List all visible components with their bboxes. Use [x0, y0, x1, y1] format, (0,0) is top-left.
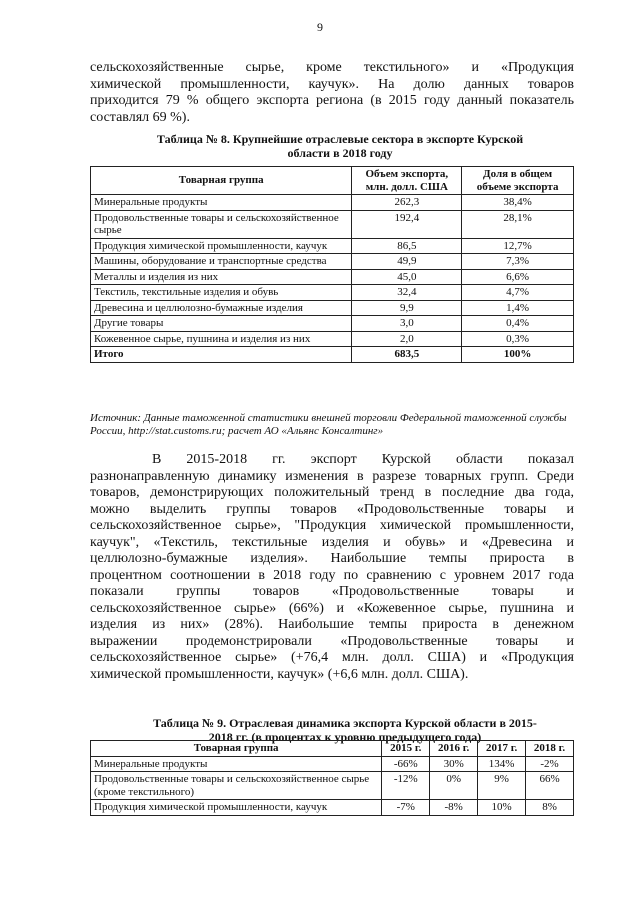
table9-value: -66% [382, 756, 430, 772]
table9-header: Товарная группа [91, 741, 382, 757]
table8-header: Товарная группа [91, 167, 352, 195]
table8-share: 4,7% [462, 285, 574, 301]
table8-volume: 262,3 [352, 195, 462, 211]
table-row [91, 800, 574, 816]
table8-volume: 86,5 [352, 238, 462, 254]
table-row [91, 210, 574, 238]
table8-share: 1,4% [462, 300, 574, 316]
table9-group: Продовольственные товары и сельскохозяйственное сырье (кроме текстильного) [91, 772, 382, 800]
table8-header: Доля в общем объеме экспорта [462, 167, 574, 195]
table-row [91, 269, 574, 285]
table-row [91, 316, 574, 332]
intro-line: составлял 69 %). [90, 109, 190, 125]
table8-group: Текстиль, текстильные изделия и обувь [91, 285, 352, 301]
table8-volume: 32,4 [352, 285, 462, 301]
table-row [91, 756, 574, 772]
table9-caption-line: Таблица № 9. Отраслевая динамика экспорта Курской области в 2015- [153, 716, 537, 730]
table8-group: Машины, оборудование и транспортные средства [91, 254, 352, 270]
table8-share: 38,4% [462, 195, 574, 211]
table-row [91, 300, 574, 316]
table8-caption-line: Таблица № 8. Крупнейшие отраслевые сектора в экспорте Курской [156, 132, 524, 146]
body-line: каучук", «Текстиль, текстильные изделия и обувь» и «Древесина и [90, 534, 574, 550]
table9-caption-line: 2018 гг. (в процентах к уровню предыдущего года) [208, 730, 482, 744]
table9-header: 2018 г. [526, 741, 574, 757]
body-line: В 2015-2018 гг. экспорт Курской области показал [152, 452, 574, 467]
table9-value: 0% [430, 772, 478, 800]
table9-value: -12% [382, 772, 430, 800]
table8-group: Древесина и целлюлозно-бумажные изделия [91, 300, 352, 316]
body-line: химической промышленности, каучук» (+6,6 млн. долл. США). [90, 666, 469, 682]
intro-line: химической промышленности, каучук». На долю данных товаров [90, 76, 574, 92]
table-row [91, 238, 574, 254]
table8-group: Минеральные продукты [91, 195, 352, 211]
intro-line: сельскохозяйственные сырье, кроме текстильного» и «Продукция [90, 60, 574, 75]
body-line: можно выделить группы товаров «Продовольственные товары и [90, 501, 574, 517]
table8-share: 0,3% [462, 331, 574, 347]
table9-group: Минеральные продукты [91, 756, 382, 772]
table8-volume: 2,0 [352, 331, 462, 347]
table9-value: 9% [478, 772, 526, 800]
table8-volume: 9,9 [352, 300, 462, 316]
table-row [91, 331, 574, 347]
table9-value: 134% [478, 756, 526, 772]
table8-total-share: 100% [462, 347, 574, 363]
table8 [90, 166, 574, 363]
table8-group: Продовольственные товары и сельскохозяйственное сырье [91, 210, 352, 238]
table9-value: 10% [478, 800, 526, 816]
table9 [90, 740, 574, 816]
table9-value: -7% [382, 800, 430, 816]
table8-group: Металлы и изделия из них [91, 269, 352, 285]
table-row [91, 195, 574, 211]
table8-share: 6,6% [462, 269, 574, 285]
table8-total-volume: 683,5 [352, 347, 462, 363]
body-line: сельскохозяйственное сырье» (66%) и «Кожевенное сырье, пушнина и [90, 600, 574, 616]
table8-volume: 192,4 [352, 210, 462, 238]
table9-group: Продукция химической промышленности, каучук [91, 800, 382, 816]
table8-share: 28,1% [462, 210, 574, 238]
table8-total-label: Итого [91, 347, 352, 363]
body-line: процентном соотношении в 2018 году по сравнению с уровнем 2017 года [90, 567, 574, 583]
body-line: изделия из них» (28%). Наибольшие темпы прироста в денежном [90, 617, 574, 632]
page-number: 9 [317, 20, 323, 34]
table8-header-row [91, 167, 574, 195]
body-line: показали группы товаров «Продовольственные товары и [90, 584, 574, 599]
table8-volume: 3,0 [352, 316, 462, 332]
intro-line: приходится 79 % общего экспорта региона (в 2015 году данный показатель [90, 93, 574, 108]
table-row [91, 772, 574, 800]
table8-total-row [91, 347, 574, 363]
table9-value: -8% [430, 800, 478, 816]
table8-share: 7,3% [462, 254, 574, 270]
body-line: сельскохозяйственное сырье», "Продукция химической промышленности, [90, 518, 574, 533]
table8-group: Кожевенное сырье, пушнина и изделия из них [91, 331, 352, 347]
body-line: целлюлозно-бумажные изделия». Наибольшие темпы прироста в [90, 551, 574, 566]
intro-paragraph [90, 60, 574, 126]
body-line: разнонаправленную динамику изменения в разрезе товарных групп. Среди [90, 468, 574, 484]
table8-share: 0,4% [462, 316, 574, 332]
body-line: выражении продемонстрировали «Продовольственные товары и [90, 633, 574, 649]
table8-source-note: Источник: Данные таможенной статистики внешней торговли Федеральной таможенной службы России, http://stat.customs.ru; расчет АО «Альянс Консалтинг» [90, 412, 567, 437]
table9-value: 8% [526, 800, 574, 816]
table9-header: 2017 г. [478, 741, 526, 757]
table8-volume: 49,9 [352, 254, 462, 270]
table9-value: 30% [430, 756, 478, 772]
table9-header-row [91, 741, 574, 757]
table9-header: 2015 г. [382, 741, 430, 757]
table8-group: Продукция химической промышленности, каучук [91, 238, 352, 254]
table-row [91, 285, 574, 301]
table8-volume: 45,0 [352, 269, 462, 285]
table8-caption-line: области в 2018 году [287, 146, 393, 160]
table9-value: 66% [526, 772, 574, 800]
table8-share: 12,7% [462, 238, 574, 254]
table9-header: 2016 г. [430, 741, 478, 757]
body-line: сельскохозяйственное сырье» (+76,4 млн. долл. США) и «Продукция [90, 650, 574, 665]
body-line: товаров, демонстрирующих положительный тренд в последние два года, [90, 485, 574, 500]
body-paragraph [90, 452, 574, 683]
table-row [91, 254, 574, 270]
table8-header: Объем экспорта, млн. долл. США [352, 167, 462, 195]
table8-caption [110, 132, 570, 160]
table8-group: Другие товары [91, 316, 352, 332]
table9-value: -2% [526, 756, 574, 772]
